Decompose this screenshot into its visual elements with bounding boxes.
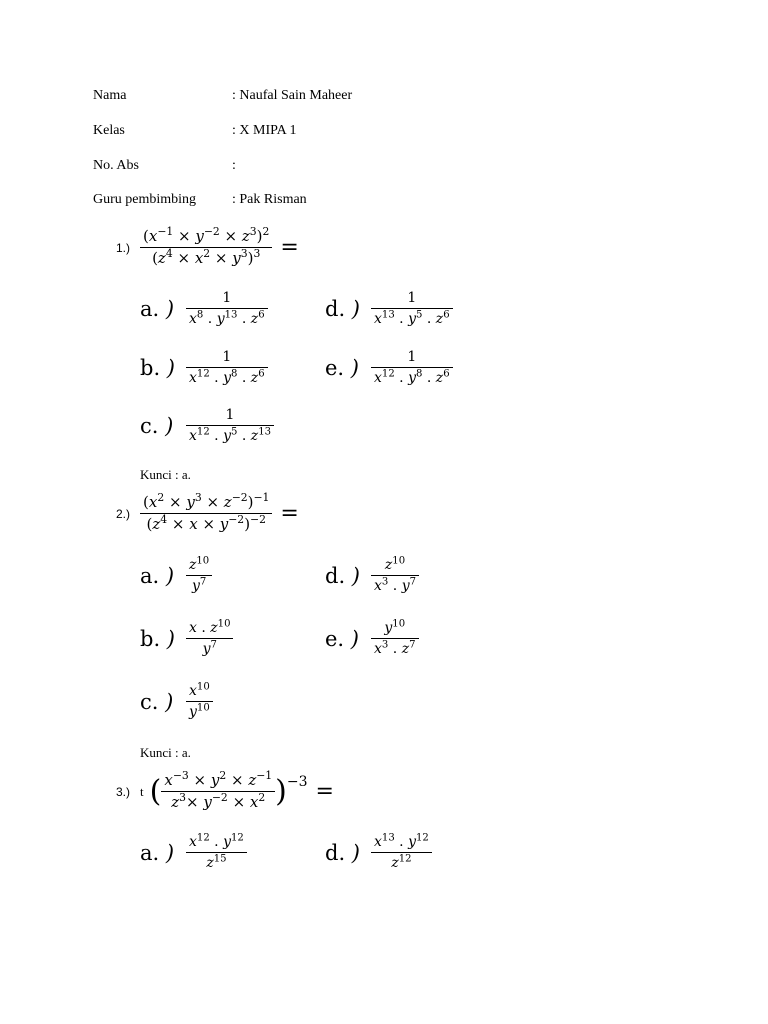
question-3-expression: $\frac{x^{-3} \times y^2 \times z^{-1}}{z^3\times y^{-2} \times x^2}$ xyxy=(161,772,275,812)
question-3-number: 3.) xyxy=(116,784,131,799)
name-value: : Naufal Sain Maheer xyxy=(232,88,353,103)
q2-option-a: a. ) $\frac{z^{10}}{y^7}$ xyxy=(140,557,212,594)
q3-option-a: a. ) $\frac{x^{12} . y^{12}}{z^{15}}$ xyxy=(140,834,247,871)
question-1: 1.) $\frac{(x^{-1} \times y^{-2} \times z^3)^2}{(z^4 \times x^2 \times y^3)^3}$ = xyxy=(116,225,299,268)
name-label: Nama xyxy=(93,88,127,103)
question-3-prefix: t xyxy=(140,783,144,799)
q1-option-b: b. ) $\frac{1}{x^{12} . y^8 . z^6}$ xyxy=(140,349,268,386)
class-label: Kelas xyxy=(93,123,125,138)
q2-option-e: e. ) $\frac{y^{10}}{x^3 . z^7}$ xyxy=(325,620,419,657)
question-2-expression: $\frac{(x^2 \times y^3 \times z^{-2})^{-1}}{(z^4 \times x \times y^{-2})^{-2}}$ xyxy=(140,494,272,534)
q1-option-e: e. ) $\frac{1}{x^{12} . y^8 . z^6}$ xyxy=(325,349,453,386)
q3-option-d: d. ) $\frac{x^{13} . y^{12}}{z^{12}}$ xyxy=(325,834,432,871)
q1-option-c: c. ) $\frac{1}{x^{12} . y^5 . z^{13}}$ xyxy=(140,407,274,444)
q2-option-d: d. ) $\frac{z^{10}}{x^3 . y^7}$ xyxy=(325,557,419,594)
abs-value: : xyxy=(232,158,236,173)
q2-option-c: c. ) $\frac{x^{10}}{y^{10}}$ xyxy=(140,683,213,720)
q2-answer-key: Kunci : a. xyxy=(140,745,191,760)
q2-option-b: b. ) $\frac{x . z^{10}}{y^7}$ xyxy=(140,620,233,657)
question-3: 3.) t ( $\frac{x^{-3} \times y^2 \times z^{-1}}{z^3\times y^{-2} \times x^2}$ ) −3 = xyxy=(116,769,334,812)
teacher-label: Guru pembimbing xyxy=(93,192,197,207)
question-1-expression: $\frac{(x^{-1} \times y^{-2} \times z^3)^2}{(z^4 \times x^2 \times y^3)^3}$ xyxy=(140,228,272,268)
abs-label: No. Abs xyxy=(93,158,139,173)
question-2: 2.) $\frac{(x^2 \times y^3 \times z^{-2})^{-1}}{(z^4 \times x \times y^{-2})^{-2}}$ = xyxy=(116,491,299,534)
q1-option-a: a. ) $\frac{1}{x^8 . y^{13} . z^6}$ xyxy=(140,290,268,327)
q1-answer-key: Kunci : a. xyxy=(140,467,191,482)
teacher-value: : Pak Risman xyxy=(232,192,307,207)
q1-option-d: d. ) $\frac{1}{x^{13} . y^5 . z^6}$ xyxy=(325,290,453,327)
question-2-number: 2.) xyxy=(116,506,131,521)
class-value: : X MIPA 1 xyxy=(232,123,297,138)
question-1-number: 1.) xyxy=(116,240,131,255)
